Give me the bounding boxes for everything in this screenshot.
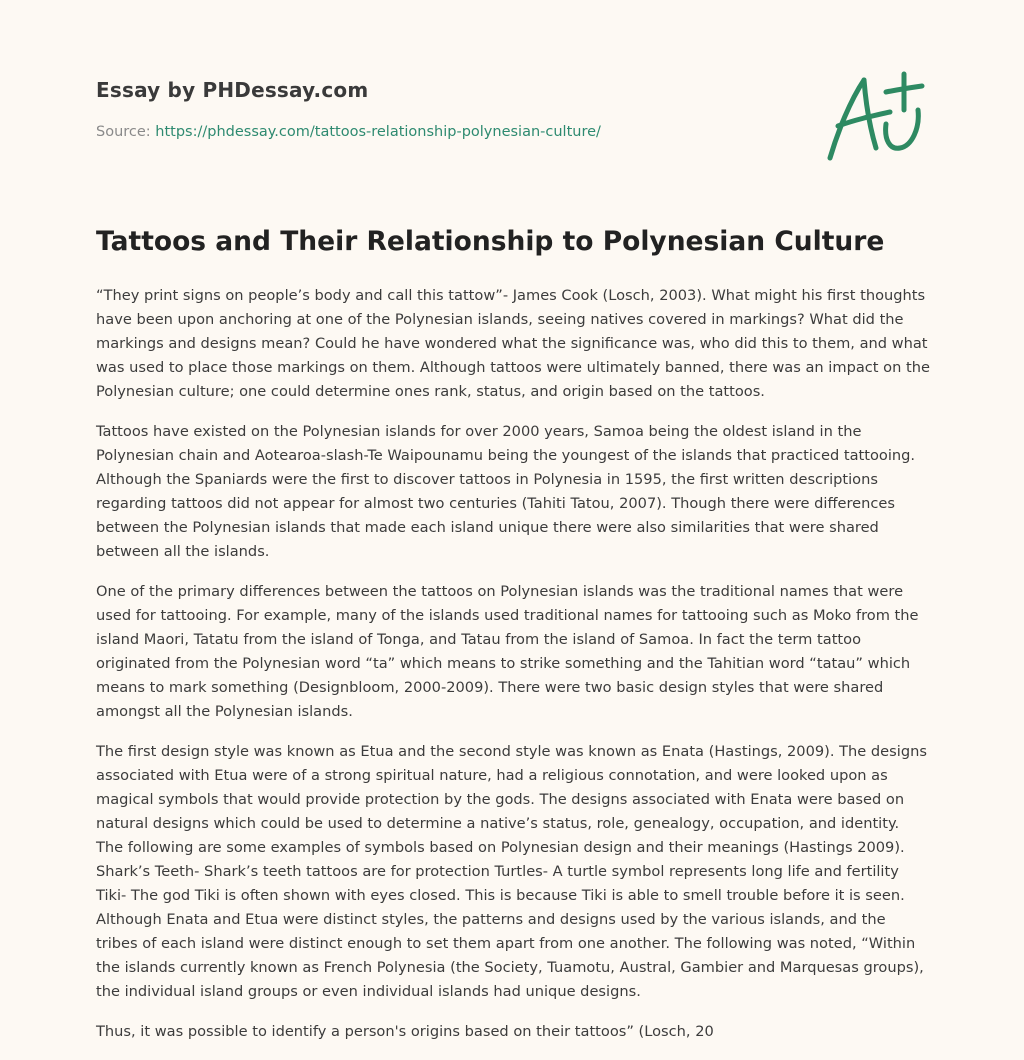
page-header [96,78,796,140]
paragraph: Thus, it was possible to identify a person's origins based on their tattoos” (Losch, 20 [96,1023,714,1040]
paragraph: One of the primary differences between the tattoos on Polynesian islands was the traditional names that were used for tattooing. For example, many of the islands used traditional names for tattooing such as Moko from the island Maori, Tatatu from the island of Tonga, and Tatau from the island of Samoa. In fact the term tattoo originated from the Polynesian word “ta” which means to strike something and the Tahitian word “tatau” which means to mark something (Designbloom, 2000-2009). There were two basic design styles that were shared amongst all the Polynesian islands. [96,583,919,720]
paragraph: “They print signs on people’s body and call this tattow”- James Cook (Losch, 2003). What might his first thoughts have been upon anchoring at one of the Polynesian islands, seeing natives covered in markings? What did the markings and designs mean? Could he have wondered what the significance was, who did this to them, and what was used to place those markings on them. Although tattoos were ultimately banned, there was an impact on the Polynesian culture; one could determine ones rank, status, and origin based on the tattoos. [96,287,930,400]
source-link[interactable]: https://phdessay.com/tattoos-relationship-polynesian-culture/ [155,124,601,140]
paragraph: The first design style was known as Etua and the second style was known as Enata (Hastings, 2009). The designs associated with Etua were of a strong spiritual nature, had a religious connotation, and were looked upon as magical symbols that would provide protection by the gods. The designs associated with Enata were based on natural designs which could be used to determine a native’s status, role, genealogy, occupation, and identity. The following are some examples of symbols based on Polynesian design and their meanings (Hastings 2009). Shark’s Teeth- Shark’s teeth tattoos are for protection Turtles- A turtle symbol represents long life and fertility Tiki- The god Tiki is often shown with eyes closed. This is because Tiki is able to smell trouble before it is seen. Although Enata and Etua were distinct styles, the patterns and designs used by the various islands, and the tribes of each island were distinct enough to set them apart from one another. The following was noted, “Within the islands currently known as French Polynesia (the Society, Tuamotu, Austral, Gambier and Marquesas groups), the individual island groups or even individual islands had unique designs. [96,743,927,1000]
document-title: Tattoos and Their Relationship to Polynesian Culture [96,226,885,257]
a-plus-logo-icon [820,66,930,166]
paragraph: Tattoos have existed on the Polynesian islands for over 2000 years, Samoa being the oldest island in the Polynesian chain and Aotearoa-slash-Te Waipounamu being the youngest of the islands that practiced tattooing. Although the Spaniards were the first to discover tattoos in Polynesia in 1595, the first written descriptions regarding tattoos did not appear for almost two centuries (Tahiti Tatou, 2007). Though there were differences between the Polynesian islands that made each island unique there were also similarities that were shared between all the islands. [96,423,916,560]
source-label: Source: [96,124,156,140]
source-line [96,124,796,140]
site-title: Essay by PHDessay.com [96,78,369,102]
essay-body [96,284,930,1060]
